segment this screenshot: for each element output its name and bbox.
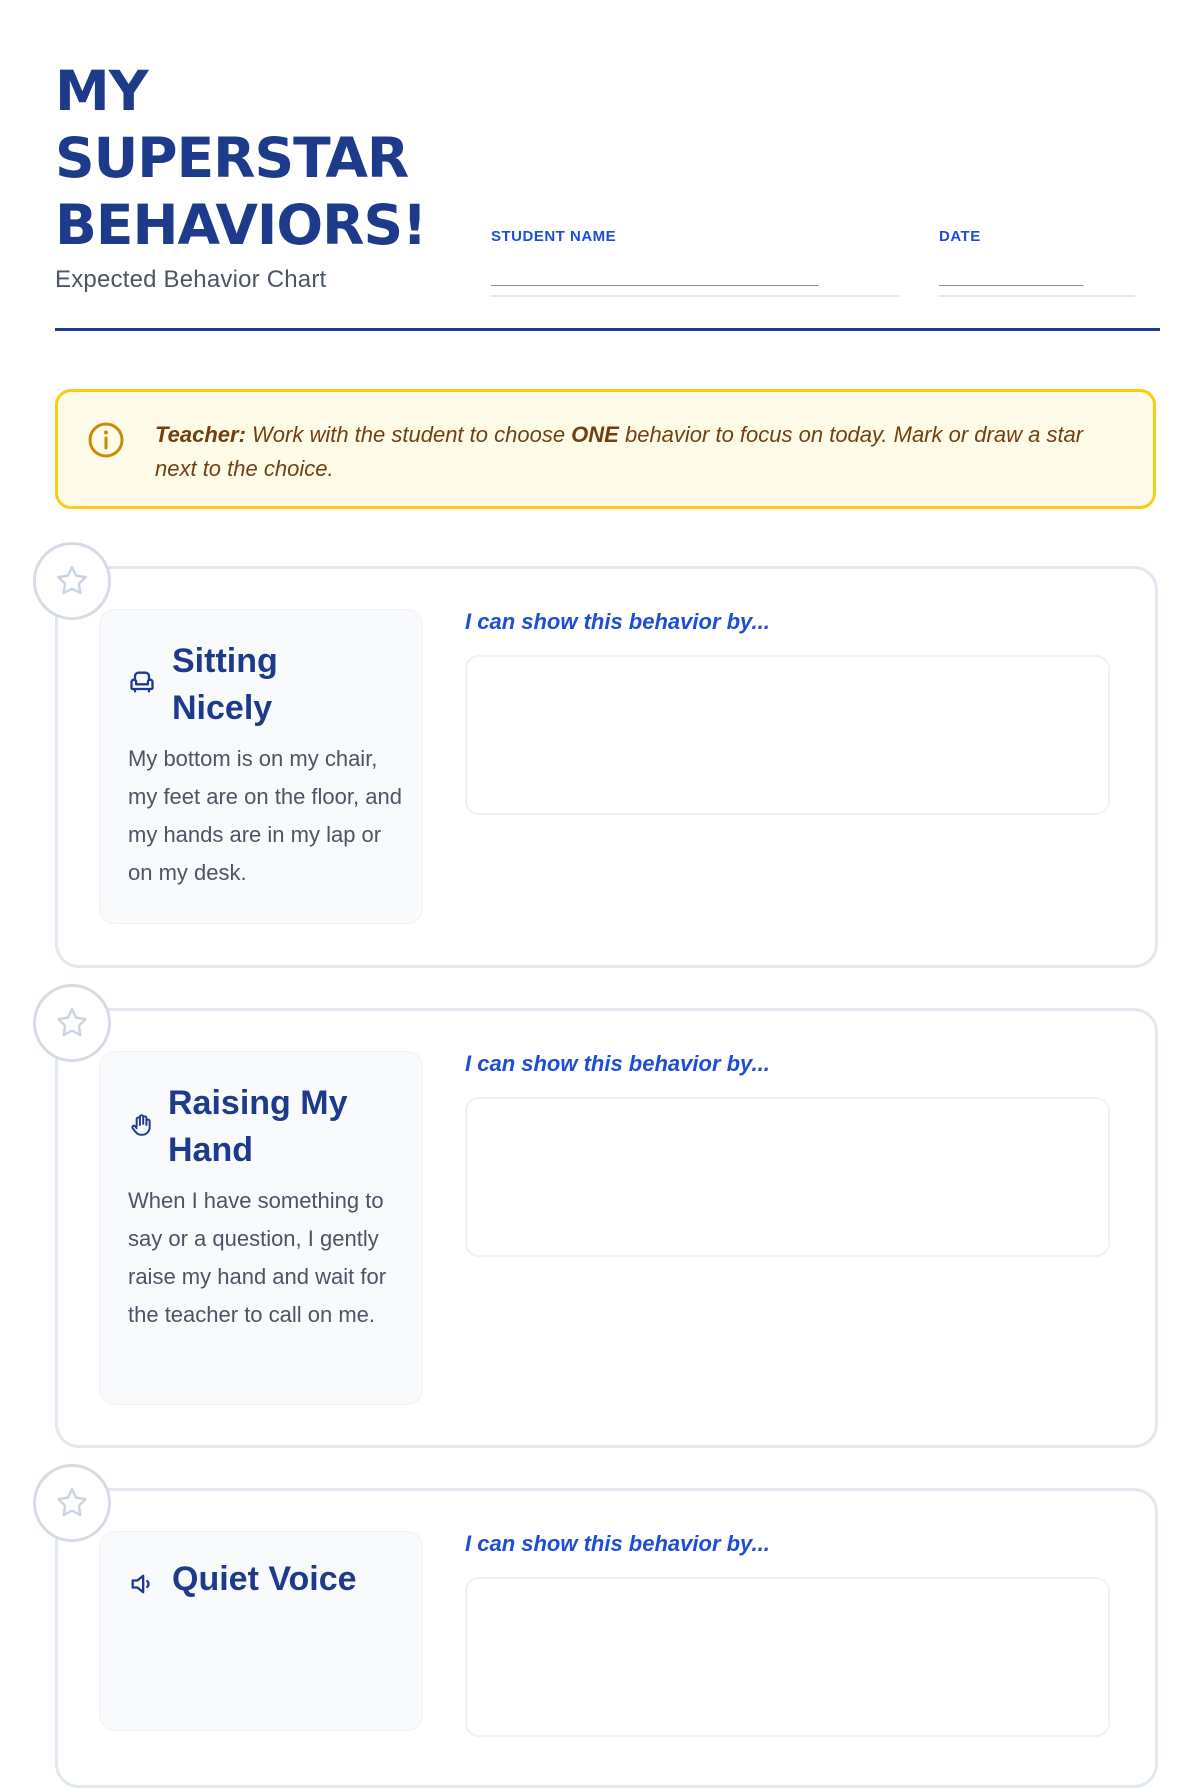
behavior-card — [55, 566, 1158, 968]
page-title — [55, 58, 495, 259]
behavior-card — [55, 1008, 1158, 1448]
star-checkbox[interactable] — [33, 984, 111, 1062]
response-box[interactable] — [465, 1577, 1110, 1737]
student-name-field — [491, 228, 899, 297]
star-icon — [54, 563, 90, 599]
behavior-card — [55, 1488, 1158, 1788]
teacher-note-label: Teacher: — [155, 422, 246, 447]
title-line: SUPERSTAR — [55, 126, 409, 190]
date-label: DATE — [939, 228, 981, 245]
behavior-title: Quiet Voice — [172, 1560, 357, 1598]
response-box[interactable] — [465, 1097, 1110, 1257]
response-prompt: I can show this behavior by... — [465, 1051, 770, 1076]
star-icon — [54, 1005, 90, 1041]
title-line: MY — [55, 59, 148, 123]
hand-icon — [128, 1112, 154, 1138]
date-field — [939, 228, 1135, 297]
behavior-title: Raising My Hand — [168, 1084, 348, 1169]
star-icon — [54, 1485, 90, 1521]
title-line: BEHAVIORS! — [55, 193, 427, 257]
teacher-note-text — [155, 418, 1115, 486]
behavior-info — [99, 1051, 423, 1405]
info-icon — [86, 420, 126, 460]
student-name-label: STUDENT NAME — [491, 228, 617, 245]
note-text-part: Work with the student to choose — [245, 422, 572, 447]
behavior-title: Sitting Nicely — [172, 642, 278, 727]
behavior-description: My bottom is on my chair, my feet are on the floor, and my hands are in my lap or on my desk. — [128, 746, 402, 885]
speaker-icon — [128, 1570, 156, 1598]
response-prompt: I can show this behavior by... — [465, 609, 770, 634]
armchair-icon — [128, 668, 156, 696]
date-input[interactable]: _______________ — [939, 265, 1135, 297]
response-prompt: I can show this behavior by... — [465, 1531, 770, 1556]
teacher-note — [55, 389, 1156, 509]
behavior-info — [99, 1531, 423, 1731]
page-subtitle: Expected Behavior Chart — [55, 266, 327, 293]
header-divider — [55, 328, 1160, 331]
note-text-part: behavior to focus on today. Mark or draw a star next to the choice. — [155, 422, 1084, 481]
behavior-description: When I have something to say or a question, I gently raise my hand and wait for the teacher to call on me. — [128, 1188, 387, 1327]
page-header — [55, 58, 1160, 334]
note-emphasis: ONE — [571, 422, 619, 447]
star-checkbox[interactable] — [33, 1464, 111, 1542]
response-box[interactable] — [465, 655, 1110, 815]
behavior-info — [99, 609, 423, 924]
student-name-input[interactable]: __________________________________ — [491, 265, 899, 297]
star-checkbox[interactable] — [33, 542, 111, 620]
